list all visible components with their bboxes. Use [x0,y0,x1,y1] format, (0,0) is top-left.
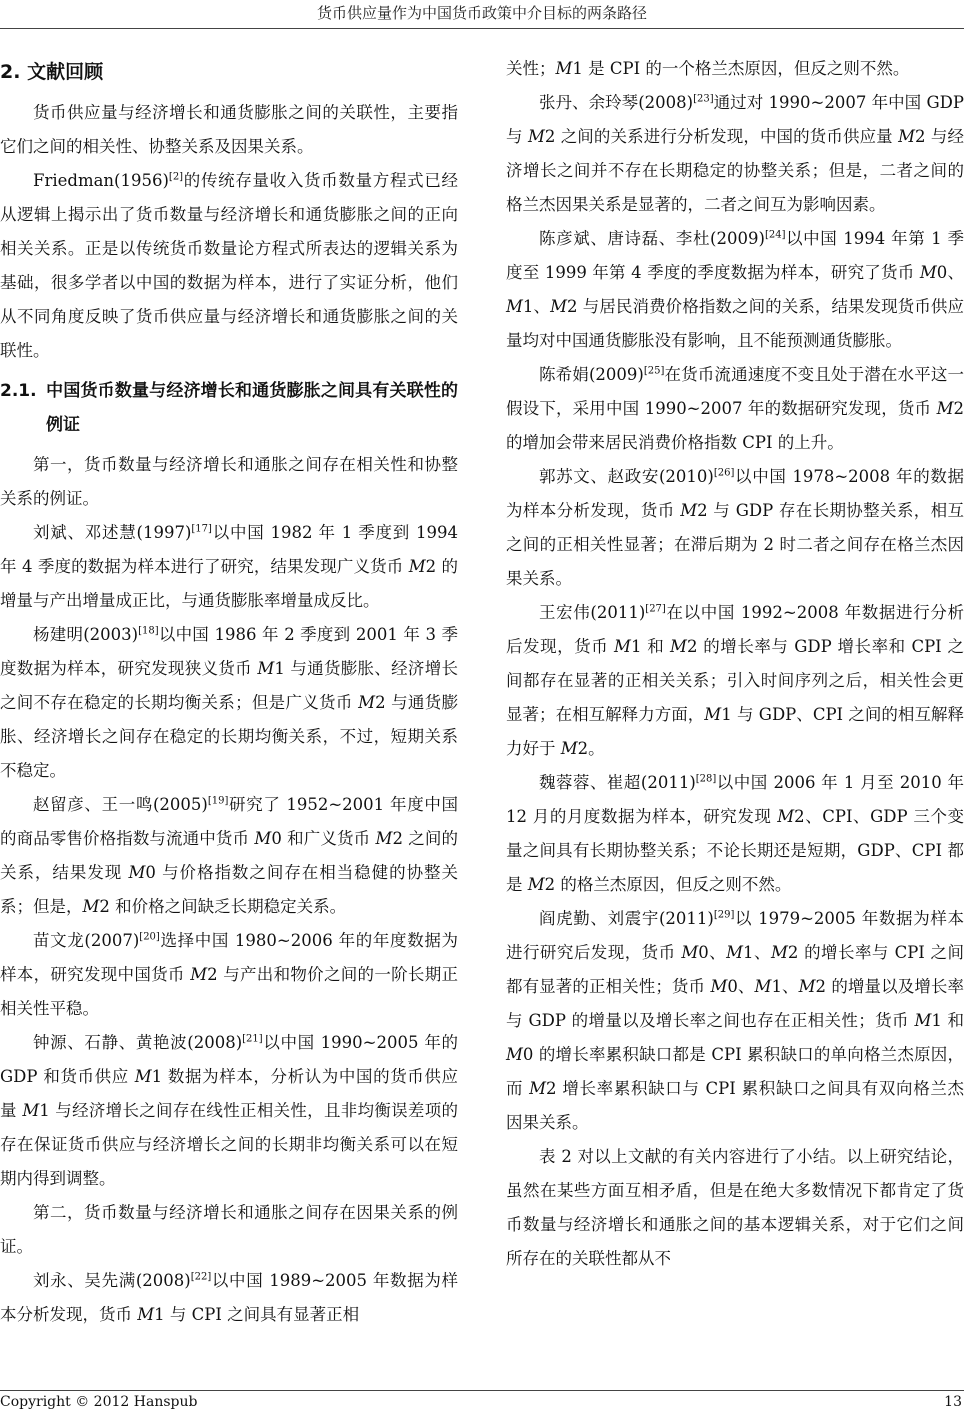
paragraph-10-continued: 关性；M1 是 CPI 的一个格兰杰原因，但反之则不然。 [506,59,910,78]
citation: [17] [191,523,212,535]
subsection-title: 中国货币数量与经济增长和通货膨胀之间具有关联性的例证 [46,381,458,435]
citation: [2] [168,171,184,183]
paragraph-10: 刘永、吴先满(2008)[22]以中国 1989~2005 年数据为样本分析发现，货币 M1 与 CPI 之间具有显著正相 [0,1271,458,1324]
citation: [25] [643,365,665,377]
right-column [506,52,964,1276]
citation: [19] [207,795,229,807]
section-number: 2. [0,61,21,83]
page-number: 13 [944,1394,962,1410]
paragraph-12: 陈彦斌、唐诗磊、李杜(2009)[24]以中国 1994 年第 1 季度至 1999 年第 4 季度的季度数据为样本，研究了货币 M0、M1、M2 与居民消费价格指数之间的关系，结果发现货币供应量均对中国通货膨胀没有影响，且不能预测通货膨胀。 [506,229,964,350]
left-column [0,52,458,1332]
running-title: 货币供应量作为中国货币政策中介目标的两条路径 [316,4,647,22]
footer-rule [0,1390,964,1391]
citation: [29] [713,909,735,921]
paragraph-2: Friedman(1956)[2]的传统存量收入货币数量方程式已经从逻辑上揭示出了货币数量与经济增长和通货膨胀之间的正向相关关系。正是以传统货币数量论方程式所表达的逻辑关系为基础，很多学者以中国的数据为样本，进行了实证分析，他们从不同角度反映了货币供应量与经济增长和通货膨胀之间的关联性。 [0,171,458,360]
paragraph-14: 郭苏文、赵政安(2010)[26]以中国 1978~2008 年的数据为样本分析发现，货币 M2 与 GDP 存在长期协整关系，相互之间的正相关性显著；在滞后期为 2 时二者之间存在格兰杰因果关系。 [506,467,964,588]
paragraph-18: 表 2 对以上文献的有关内容进行了小结。以上研究结论，虽然在某些方面互相矛盾，但是在绝大多数情况下都肯定了货币数量与经济增长和通胀之间的基本逻辑关系，对于它们之间所存在的关联性都从不 [506,1147,964,1268]
paragraph-9: 第二，货币数量与经济增长和通胀之间存在因果关系的例证。 [0,1203,458,1256]
paragraph-13: 陈希娟(2009)[25]在货币流通速度不变且处于潜在水平这一假设下，采用中国 1990~2007 年的数据研究发现，货币 M2 的增加会带来居民消费价格指数 CPI 的上升。 [506,365,964,452]
paragraph-5: 杨建明(2003)[18]以中国 1986 年 2 季度到 2001 年 3 季度数据为样本，研究发现狭义货币 M1 与通货膨胀、经济增长之间不存在稳定的长期均衡关系；但是广义货币 M2 与通货膨胀、经济增长之间存在稳定的长期均衡关系，不过，短期关系不稳定。 [0,625,459,780]
citation: [27] [645,603,666,615]
copyright-notice: Copyright © 2012 Hanspub [0,1394,198,1410]
citation: [26] [713,467,735,479]
paragraph-3: 第一，货币数量与经济增长和通胀之间存在相关性和协整关系的例证。 [0,455,458,508]
paragraph-7: 苗文龙(2007)[20]选择中国 1980~2006 年的年度数据为样本，研究发现中国货币 M2 与产出和物价之间的一阶长期正相关性平稳。 [0,931,458,1018]
citation: [20] [139,931,160,943]
section-heading [0,52,458,92]
header-rule [0,28,964,29]
subsection-heading [0,374,458,442]
paragraph-8: 钟源、石静、黄艳波(2008)[21]以中国 1990~2005 年的 GDP 和货币供应 M1 数据为样本，分析认为中国的货币供应量 M1 与经济增长之间存在线性正相关性，且非均衡误差项的存在保证货币供应与经济增长之间的长期非均衡关系可以在短期内得到调整。 [0,1033,459,1188]
paragraph-15: 王宏伟(2011)[27]在以中国 1992~2008 年数据进行分析后发现，货币 M1 和 M2 的增长率与 GDP 增长率和 CPI 之间都存在显著的正相关关系；引入时间序列之后，相关性会更显著；在相互解释力方面，M1 与 GDP、CPI 之间的相互解释力好于 M2。 [506,603,964,758]
paragraph-6: 赵留彦、王一鸣(2005)[19]研究了 1952~2001 年度中国的商品零售价格指数与流通中货币 M0 和广义货币 M2 之间的关系，结果发现 M0 与价格指数之间存在相当稳健的协整关系；但是，M2 和价格之间缺乏长期稳定关系。 [0,795,459,916]
section-title: 文献回顾 [27,61,104,83]
citation: [21] [242,1033,263,1045]
paragraph-16: 魏蓉蓉、崔超(2011)[28]以中国 2006 年 1 月至 2010 年 12 月的月度数据为样本，研究发现 M2、CPI、GDP 三个变量之间具有长期协整关系；不论长期还是短期，GDP、CPI 都是 M2 的格兰杰原因，但反之则不然。 [506,773,964,894]
citation: [24] [764,229,786,241]
citation: [23] [693,93,714,105]
paragraph-4: 刘斌、邓述慧(1997)[17]以中国 1982 年 1 季度到 1994 年 4 季度的数据为样本进行了研究，结果发现广义货币 M2 的增量与产出增量成正比，与通货膨胀率增量成反比。 [0,523,458,610]
paragraph-11: 张丹、余玲琴(2008)[23]通过对 1990~2007 年中国 GDP 与 M2 之间的关系进行分析发现，中国的货币供应量 M2 与经济增长之间并不存在长期稳定的协整关系；但是，二者之间的格兰杰因果关系是显著的，二者之间互为影响因素。 [506,93,964,214]
paragraph-1: 货币供应量与经济增长和通货膨胀之间的关联性，主要指它们之间的相关性、协整关系及因果关系。 [0,103,458,156]
paragraph-17: 阎虎勤、刘震宇(2011)[29]以 1979~2005 年数据为样本进行研究后发现，货币 M0、M1、M2 的增长率与 CPI 之间都有显著的正相关性；货币 M0、M1、M2 的增量以及增长率与 GDP 的增量以及增长率之间也存在正相关性；货币 M1 和 M0 的增长率累积缺口都是 CPI 累积缺口的单向格兰杰原因，而 M2 增长率累积缺口与 CPI 累积缺口之间具有双向格兰杰因果关系。 [506,909,964,1132]
subsection-number: 2.1. [0,381,37,401]
citation: [18] [138,625,159,637]
citation: [22] [190,1271,212,1283]
citation: [28] [695,773,717,785]
